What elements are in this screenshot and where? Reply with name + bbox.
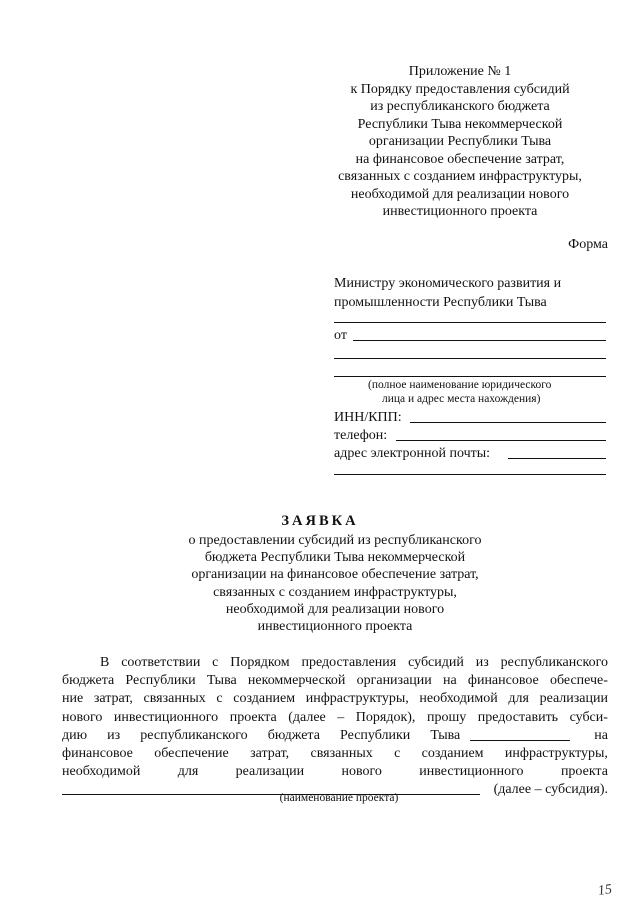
paragraph-word: бюджета	[62, 673, 115, 689]
paragraph-word: нового	[341, 764, 382, 780]
paragraph-word: на	[594, 727, 608, 743]
paragraph-word: республиканского	[140, 727, 248, 743]
paragraph-word: реализации	[235, 764, 305, 780]
paragraph-word: некоммерческой	[247, 673, 346, 689]
paragraph-word: для	[177, 764, 199, 780]
inn-label: ИНН/КПП:	[334, 410, 402, 425]
paragraph-word: из	[475, 655, 489, 670]
subtitle-line: организации на финансовое обеспечение затрат,	[191, 567, 479, 583]
paragraph-word: обеспечение	[154, 745, 229, 761]
from-fill-line	[353, 340, 606, 341]
paragraph-word: организации	[356, 673, 432, 689]
fill-line	[334, 474, 606, 475]
paragraph-word: с	[212, 655, 219, 670]
paragraph-word: Порядком	[230, 655, 290, 670]
subtitle-line: инвестиционного проекта	[257, 619, 413, 635]
paragraph-word: субсидий	[408, 655, 464, 670]
recipient-line-1: Министру экономического развития и	[334, 276, 562, 291]
paragraph-line	[62, 763, 608, 781]
hint-line-2: лица и адрес места нахождения)	[382, 393, 541, 405]
paragraph-word: обеспече-	[549, 673, 608, 689]
paragraph-word: необходимой	[62, 764, 141, 780]
paragraph-word: инвестиционного	[419, 764, 524, 780]
paragraph-word: Тыва	[430, 727, 461, 743]
subtitle-line: необходимой для реализации нового	[225, 601, 445, 617]
appendix-line: инвестиционного проекта	[382, 204, 538, 219]
paragraph-word: (далее	[288, 709, 326, 725]
appendix-line: Республики Тыва некоммерческой	[357, 116, 563, 132]
appendix-line: организации Республики Тыва	[368, 134, 552, 149]
paragraph-word: затрат,	[250, 745, 290, 761]
paragraph-word: на	[442, 673, 457, 689]
paragraph-line	[62, 654, 608, 672]
form-label: Форма	[568, 237, 608, 252]
paragraph-word: реализации	[539, 691, 608, 707]
document-subtitle	[170, 532, 500, 635]
paragraph-word: бюджета	[267, 727, 320, 743]
paragraph-line	[62, 672, 608, 690]
paragraph-word: прошу	[426, 709, 467, 725]
fill-line	[334, 322, 606, 323]
phone-label: телефон:	[334, 428, 388, 443]
from-label: от	[334, 328, 347, 343]
paragraph-word: предоставления	[301, 655, 397, 670]
paragraph-word: связанных	[310, 745, 373, 761]
subtitle-line: о предоставлении субсидий из республиканского	[188, 533, 482, 548]
body-paragraph	[62, 654, 608, 800]
appendix-line: необходимой для реализации нового	[350, 186, 570, 202]
paragraph-word: инфраструктуры,	[504, 745, 608, 761]
appendix-line: на финансовое обеспечение затрат,	[355, 151, 565, 167]
paragraph-word: с	[394, 745, 401, 761]
appendix-line: связанных с созданием инфраструктуры,	[338, 169, 582, 184]
paragraph-word: инфраструктуры,	[305, 691, 409, 707]
paragraph-word: субси-	[569, 709, 608, 725]
paragraph-word: связанных	[143, 691, 206, 707]
page-number: 15	[597, 882, 613, 899]
paragraph-word: из	[107, 727, 121, 743]
paragraph-word: Порядок),	[355, 709, 416, 725]
paragraph-word: затрат,	[93, 691, 133, 707]
paragraph-word: с	[216, 691, 223, 707]
paragraph-word: предоставить	[477, 709, 559, 725]
paragraph-word: дию	[62, 727, 88, 743]
paragraph-word: проекта	[229, 709, 277, 725]
subtitle-line: связанных с созданием инфраструктуры,	[213, 584, 457, 600]
paragraph-word: Республики	[340, 727, 411, 743]
project-name-caption: (наименование проекта)	[279, 792, 399, 804]
paragraph-word: финансовое	[62, 745, 133, 761]
paragraph-word: необходимой	[419, 691, 498, 707]
paragraph-word: созданием	[233, 691, 296, 707]
paragraph-word: ние	[62, 691, 84, 707]
paragraph-word: инвестиционного	[113, 709, 219, 725]
paragraph-word: (далее – субсидия).	[493, 782, 608, 798]
subtitle-line: бюджета Республики Тыва некоммерческой	[204, 550, 466, 566]
paragraph-word: проекта	[560, 764, 608, 780]
paragraph-word: финансовое	[467, 673, 539, 689]
email-fill-line	[508, 458, 606, 459]
document-title: ЗАЯВКА	[281, 513, 359, 529]
paragraph-word: Республики	[125, 673, 196, 689]
paragraph-line	[62, 745, 608, 763]
paragraph-word: нового	[62, 709, 103, 725]
paragraph-word: республиканского	[500, 655, 608, 670]
paragraph-word: Тыва	[206, 673, 237, 689]
fill-line	[334, 358, 606, 359]
phone-fill-line	[396, 440, 606, 441]
paragraph-word: В	[100, 655, 110, 670]
appendix-line: из республиканского бюджета	[370, 99, 550, 114]
paragraph-word: созданием	[421, 745, 484, 761]
recipient-line-2: промышленности Республики Тыва	[334, 295, 547, 310]
paragraph-line	[62, 709, 608, 727]
paragraph-word: –	[337, 709, 345, 725]
inn-fill-line	[410, 422, 606, 423]
email-label: адрес электронной почты:	[334, 446, 491, 461]
appendix-header	[310, 63, 610, 221]
paragraph-word: соответствии	[121, 655, 201, 670]
paragraph-words	[62, 727, 470, 745]
paragraph-line	[62, 727, 608, 745]
appendix-line: Приложение № 1	[408, 64, 512, 79]
appendix-line: к Порядку предоставления субсидий	[350, 81, 570, 97]
region-fill-blank	[470, 727, 570, 741]
hint-line-1: (полное наименование юридического	[368, 379, 552, 391]
paragraph-line	[62, 690, 608, 708]
paragraph-word: для	[508, 691, 529, 707]
fill-line	[334, 376, 606, 377]
